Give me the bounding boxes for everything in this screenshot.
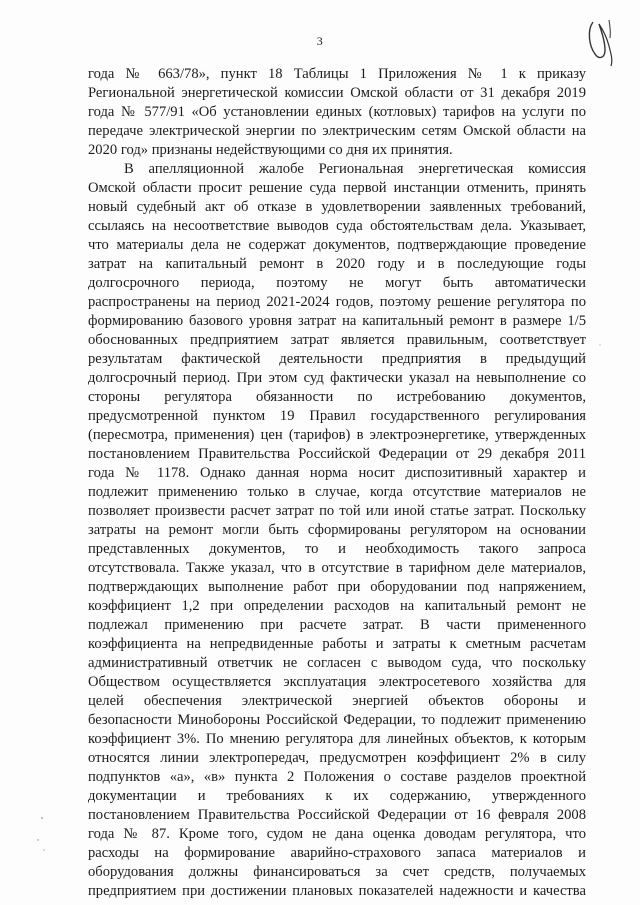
text-line: подлежал применению при расчете затрат. В части примененного (88, 617, 586, 633)
text-line: постановлением Правительства Российской Федерации от 16 февраля 2008 (88, 807, 586, 823)
text-line: что материалы дела не содержат документов, подтверждающие проведение (88, 237, 586, 253)
text-line: ссылаясь на несоответствие выводов суда обстоятельствам дела. Указывает, (88, 218, 586, 234)
text-line: затраты на ремонт могли быть сформированы регулятором на основании (88, 522, 586, 538)
text-line: предприятием при достижении плановых показателей надежности и качества (88, 883, 586, 899)
text-line: формированию базового уровня затрат на капитальный ремонт в размере 1/5 (88, 313, 586, 329)
text-line: постановлением Правительства Российской Федерации от 29 декабря 2011 (88, 446, 586, 462)
text-line: представленных документов, то и необходимость такого запроса (88, 541, 586, 557)
text-line: документации и требованиях к их содержанию, утвержденного (88, 788, 586, 804)
text-line: В апелляционной жалобе Региональная энергетическая комиссия (124, 161, 586, 177)
text-line: подпунктов «а», «в» пункта 2 Положения о составе разделов проектной (88, 769, 586, 785)
text-line: отсутствовала. Также указал, что в отсутствие в тарифном деле материалов, (88, 560, 586, 576)
text-line: долгосрочного периода, поэтому не могут быть автоматически (88, 275, 586, 291)
text-line: затрат на капитальный ремонт в 2020 году и в последующие годы (88, 256, 586, 272)
text-line: подлежит применению только в случае, когда отсутствие материалов не (88, 484, 586, 500)
text-line: передаче электрической энергии по электрическим сетям Омской области на (88, 123, 586, 139)
text-line: долгосрочный период. При этом суд фактически указал на невыполнение со (88, 370, 586, 386)
text-line: оборудования должны финансироваться за счет средств, получаемых (88, 864, 586, 880)
text-line: Региональной энергетической комиссии Омской области от 31 декабря 2019 (88, 85, 586, 101)
text-line: целей обеспечения электрической энергией объектов обороны и (88, 693, 586, 709)
text-line: (пересмотра, применения) цен (тарифов) в электроэнергетике, утвержденных (88, 427, 586, 443)
text-line: безопасности Минобороны Российской Федерации, то подлежит применению (88, 712, 586, 728)
text-line: предусмотренной пунктом 19 Правил государственного регулирования (88, 408, 586, 424)
text-line: 2020 год» признаны недействующими со дня их принятия. (88, 142, 453, 158)
text-line: года № 663/78», пункт 18 Таблицы 1 Приложения № 1 к приказу (88, 66, 586, 82)
text-line: позволяет произвести расчет затрат по той или иной статье затрат. Поскольку (88, 503, 586, 519)
text-line: Омской области просит решение суда первой инстанции отменить, принять (88, 180, 586, 196)
text-line: года № 87. Кроме того, судом не дана оценка доводам регулятора, что (88, 826, 586, 842)
text-line: года № 577/91 «Об установлении единых (котловых) тарифов на услуги по (88, 104, 586, 120)
text-line: подтверждающих выполнение работ при оборудовании под напряжением, (88, 579, 586, 595)
text-line: обоснованных предприятием затрат является правильным, соответствует (88, 332, 586, 348)
text-line: года № 1178. Однако данная норма носит диспозитивный характер и (88, 465, 586, 481)
page-number: 3 (316, 34, 324, 48)
text-line: результатам фактической деятельности предприятия в предыдущий (88, 351, 586, 367)
text-line: коэффициента на непредвиденные работы и затраты к сметным расчетам (88, 636, 586, 652)
text-line: относятся линии электропередач, предусмотрен коэффициент 2% в силу (88, 750, 586, 766)
text-line: коэффициент 3%. По мнению регулятора для линейных объектов, к которым (88, 731, 586, 747)
text-line: коэффициент 1,2 при определении расходов на капитальный ремонт не (88, 598, 586, 614)
text-line: распространены на период 2021-2024 годов, поэтому решение регулятора по (88, 294, 586, 310)
text-line: стороны регулятора обязанности по истребованию документов, (88, 389, 586, 405)
text-line: Обществом осуществляется эксплуатация электросетевого хозяйства для (88, 674, 586, 690)
text-line: расходы на формирование аварийно-страхового запаса материалов и (88, 845, 586, 861)
text-line: новый судебный акт об отказе в удовлетворении заявленных требований, (88, 199, 586, 215)
text-line: административный ответчик не согласен с выводом суда, что поскольку (88, 655, 586, 671)
